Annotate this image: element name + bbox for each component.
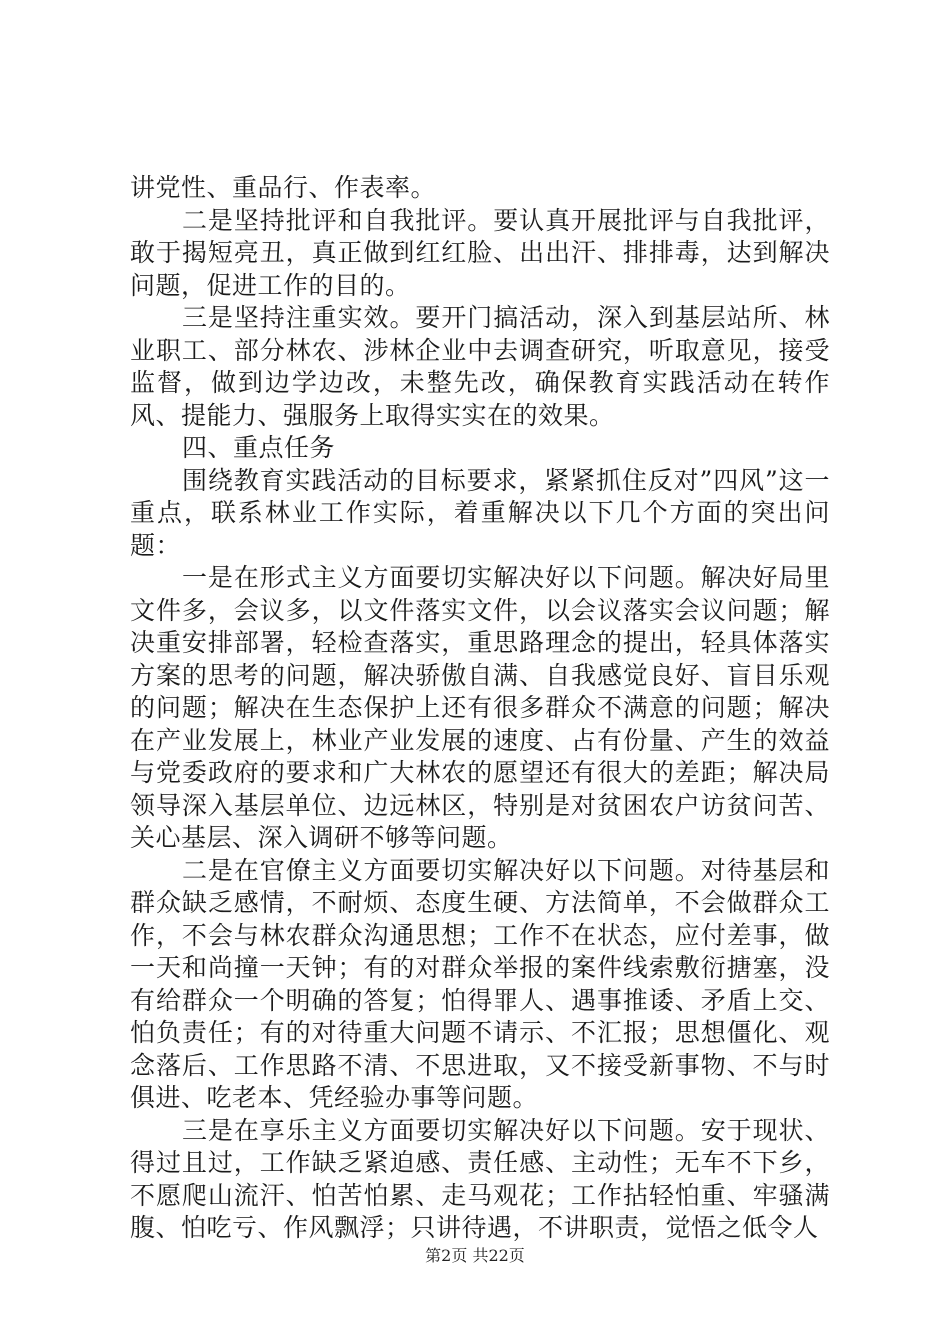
section-heading: 四、重点任务	[182, 433, 336, 462]
paragraph-3: 三是坚持注重实效。要开门搞活动，深入到基层站所、林业职工、部分林农、涉林企业中去调查研究，听取意见，接受监督，做到边学边改，未整先改，确保教育实践活动在转作风、提能力、强服务上取得实实在的效果。	[130, 303, 830, 430]
page-number-footer: 第2页 共22页	[425, 1246, 525, 1265]
paragraph-5: 围绕教育实践活动的目标要求，紧紧抓住反对”四风”这一重点，联系林业工作实际，着重解决以下几个方面的突出问题：	[130, 465, 830, 560]
document-body	[130, 172, 830, 1245]
paragraph-1: 讲党性、重品行、作表率。	[130, 173, 437, 202]
paragraph-6: 一是在形式主义方面要切实解决好以下问题。解决好局里文件多，会议多，以文件落实文件，以会议落实会议问题；解决重安排部署，轻检查落实，重思路理念的提出，轻具体落实方案的思考的问题，解决骄傲自满、自我感觉良好、盲目乐观的问题；解决在生态保护上还有很多群众不满意的问题；解决在产业发展上，林业产业发展的速度、占有份量、产生的效益与党委政府的要求和广大林农的愿望还有很大的差距；解决局领导深入基层单位、边远林区，特别是对贫困农户访贫问苦、关心基层、深入调研不够等问题。	[130, 563, 830, 852]
paragraph-7: 二是在官僚主义方面要切实解决好以下问题。对待基层和群众缺乏感情，不耐烦、态度生硬、方法简单，不会做群众工作，不会与林农群众沟通思想；工作不在状态，应付差事，做一天和尚撞一天钟；有的对群众举报的案件线索敷衍搪塞，没有给群众一个明确的答复；怕得罪人、遇事推诿、矛盾上交、怕负责任；有的对待重大问题不请示、不汇报；思想僵化、观念落后、工作思路不清、不思进取，又不接受新事物、不与时俱进、吃老本、凭经验办事等问题。	[130, 855, 830, 1112]
paragraph-2: 二是坚持批评和自我批评。要认真开展批评与自我批评，敢于揭短亮丑，真正做到红红脸、出出汗、排排毒，达到解决问题，促进工作的目的。	[130, 205, 830, 300]
paragraph-8: 三是在享乐主义方面要切实解决好以下问题。安于现状、得过且过，工作缺乏紧迫感、责任感、主动性；无车不下乡，不愿爬山流汗、怕苦怕累、走马观花；工作拈轻怕重、牢骚满腹、怕吃亏、作风飘浮；只讲待遇，不讲职责，觉悟之低令人	[130, 1115, 830, 1242]
